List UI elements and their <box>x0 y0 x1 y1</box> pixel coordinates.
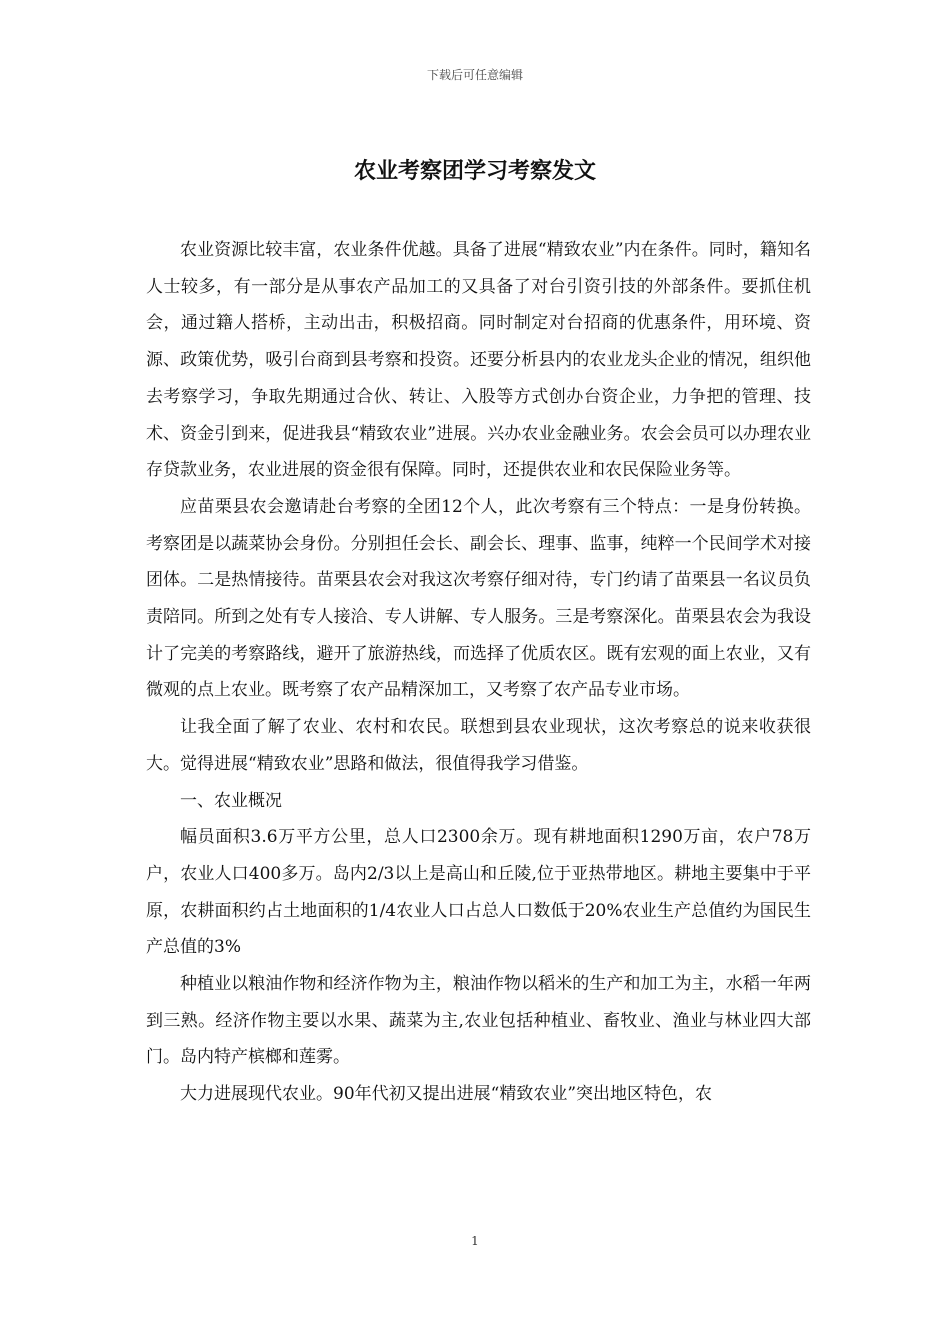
page-number: 1 <box>471 1234 479 1248</box>
document-body <box>146 232 811 1113</box>
document-title: 农业考察团学习考察发文 <box>353 158 596 184</box>
paragraph-modern-agriculture: 大力进展现代农业。90年代初又提出进展“精致农业”突出地区特色，农 <box>180 1084 713 1105</box>
paragraph-crops: 种植业以粮油作物和经济作物为主，粮油作物以稻米的生产和加工为主，水稻一年两到三熟。经济作物主要以水果、蔬菜为主,农业包括种植业、畜牧业、渔业与林业四大部门。岛内特产槟榔和莲雾。 <box>146 974 811 1068</box>
paragraph-impressions: 让我全面了解了农业、农村和农民。联想到县农业现状，这次考察总的说来收获很大。觉得进展“精致农业”思路和做法，很值得我学习借鉴。 <box>146 717 811 774</box>
header-note: 下载后可任意编辑 <box>426 68 523 82</box>
paragraph-visit-features: 应苗栗县农会邀请赴台考察的全团12个人，此次考察有三个特点：一是身份转换。考察团是以蔬菜协会身份。分别担任会长、副会长、理事、监事，纯粹一个民间学术对接团体。二是热情接待。苗栗县农会对我这次考察仔细对待，专门约请了苗栗县一名议员负责陪同。所到之处有专人接洽、专人讲解、专人服务。三是考察深化。苗栗县农会为我设计了完美的考察路线，避开了旅游热线，而选择了优质农区。既有宏观的面上农业，又有微观的点上农业。既考察了农产品精深加工，又考察了农产品专业市场。 <box>146 496 811 701</box>
section-heading-overview: 一、农业概况 <box>180 790 282 811</box>
paragraph-intro: 农业资源比较丰富，农业条件优越。具备了进展“精致农业”内在条件。同时，籍知名人士较多，有一部分是从事农产品加工的又具备了对台引资引技的外部条件。要抓住机会，通过籍人搭桥，主动出击，积极招商。同时制定对台招商的优惠条件，用环境、资源、政策优势，吸引台商到县考察和投资。还要分析县内的农业龙头企业的情况，组织他去考察学习，争取先期通过合伙、转让、入股等方式创办台资企业，力争把的管理、技术、资金引到来，促进我县“精致农业”进展。兴办农业金融业务。农会会员可以办理农业存贷款业务，农业进展的资金很有保障。同时，还提供农业和农民保险业务等。 <box>146 240 811 481</box>
paragraph-overview-stats: 幅员面积3.6万平方公里，总人口2300余万。现有耕地面积1290万亩，农户78万户，农业人口400多万。岛内2/3以上是高山和丘陵,位于亚热带地区。耕地主要集中于平原，农耕面积约占土地面积的1/4农业人口占总人口数低于20%农业生产总值约为国民生产总值的3% <box>146 827 811 958</box>
